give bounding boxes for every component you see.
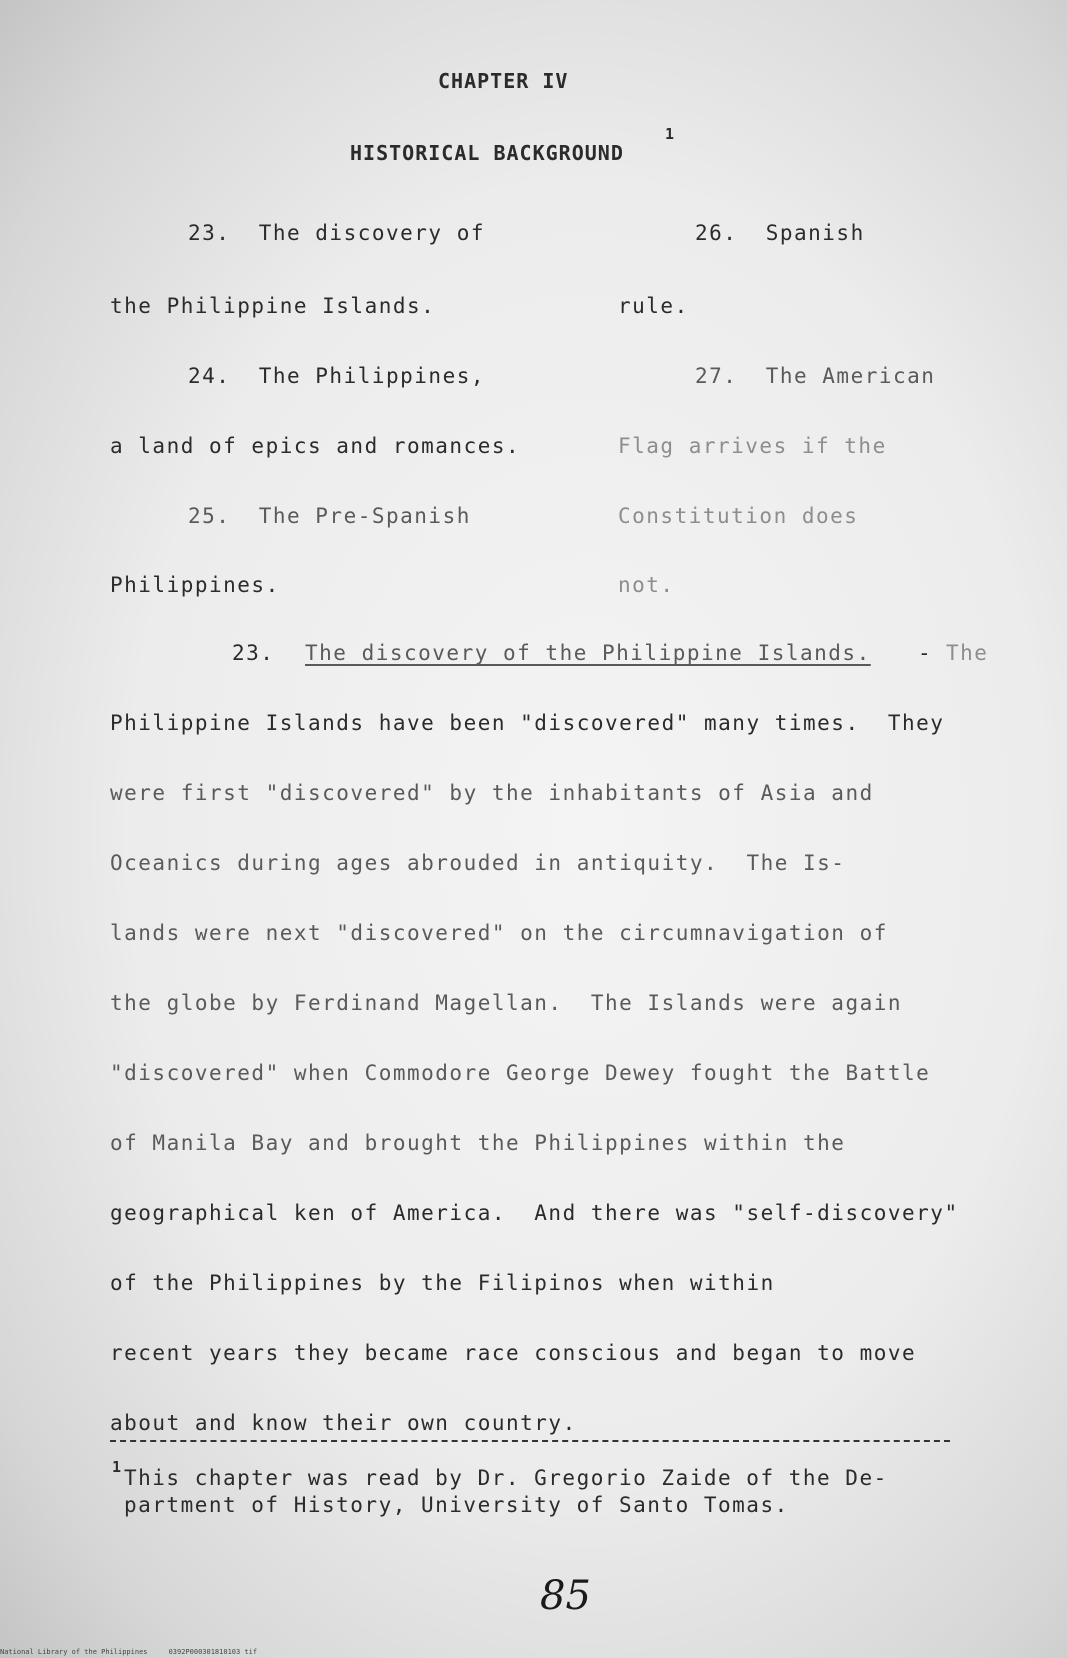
contents-right-line-5: Constitution does bbox=[618, 504, 859, 528]
section-line-7: "discovered" when Commodore George Dewey fought the Battle bbox=[110, 1061, 931, 1085]
contents-right-line-3: 27. The American bbox=[695, 364, 936, 388]
section-line-11: recent years they became race conscious and began to move bbox=[110, 1341, 917, 1365]
section-heading-dash: - bbox=[918, 641, 933, 665]
contents-left-line-5: 25. The Pre-Spanish bbox=[188, 504, 471, 528]
chapter-heading: CHAPTER IV bbox=[438, 69, 569, 93]
contents-right-line-4: Flag arrives if the bbox=[618, 434, 887, 458]
title-footnote-mark: 1 bbox=[665, 125, 675, 143]
contents-right-line-1: 26. Spanish bbox=[695, 221, 865, 245]
section-line-2: Philippine Islands have been "discovered" many times. They bbox=[110, 711, 945, 735]
contents-right-line-6: not. bbox=[618, 573, 675, 597]
section-line-5: lands were next "discovered" on the circumnavigation of bbox=[110, 921, 888, 945]
section-heading: The discovery of the Philippine Islands. bbox=[305, 641, 871, 665]
section-line-4: Oceanics during ages abrouded in antiquity. The Is- bbox=[110, 851, 846, 875]
section-line-1: The bbox=[946, 641, 989, 665]
section-line-6: the globe by Ferdinand Magellan. The Islands were again bbox=[110, 991, 903, 1015]
section-line-10: of the Philippines by the Filipinos when within bbox=[110, 1271, 775, 1295]
contents-left-line-6: Philippines. bbox=[110, 573, 280, 597]
contents-left-line-3: 24. The Philippines, bbox=[188, 364, 486, 388]
page-number: 85 bbox=[540, 1573, 591, 1619]
footnote-line-1: This chapter was read by Dr. Gregorio Zaide of the De- bbox=[124, 1466, 888, 1490]
section-line-8: of Manila Bay and brought the Philippines within the bbox=[110, 1131, 846, 1155]
chapter-title: HISTORICAL BACKGROUND bbox=[350, 141, 624, 165]
contents-left-line-4: a land of epics and romances. bbox=[110, 434, 521, 458]
footnote-divider bbox=[110, 1440, 950, 1442]
contents-left-line-2: the Philippine Islands. bbox=[110, 294, 436, 318]
section-line-3: were first "discovered" by the inhabitants of Asia and bbox=[110, 781, 874, 805]
section-line-9: geographical ken of America. And there was "self-discovery" bbox=[110, 1201, 959, 1225]
scan-footer: National Library of the Philippines 0392P000301810103 tif bbox=[0, 1648, 258, 1656]
section-number: 23. bbox=[232, 641, 275, 665]
contents-right-line-2: rule. bbox=[618, 294, 689, 318]
contents-left-line-1: 23. The discovery of bbox=[188, 221, 486, 245]
footnote-mark: 1 bbox=[112, 1458, 122, 1476]
footnote-line-2: partment of History, University of Santo Tomas. bbox=[124, 1493, 789, 1517]
section-line-12: about and know their own country. bbox=[110, 1411, 577, 1435]
